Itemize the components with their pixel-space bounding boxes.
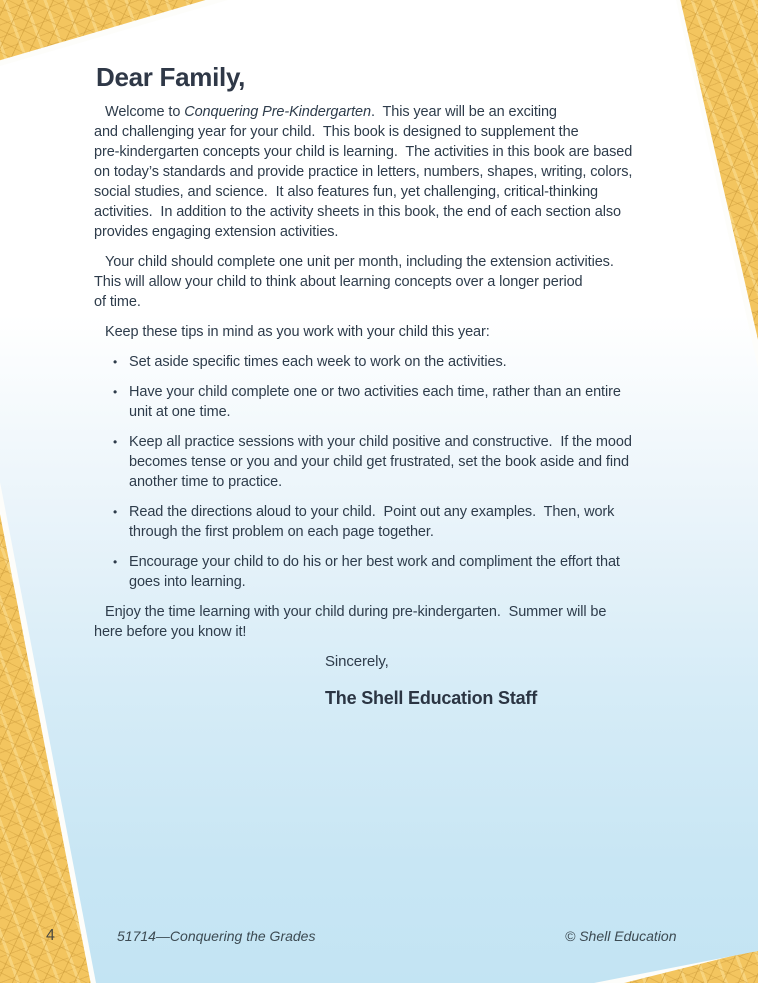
bullet-icon: • xyxy=(113,355,118,369)
text-line xyxy=(94,102,694,122)
text-line: goes into learning. xyxy=(129,574,246,590)
text-line: This will allow your child to think about learning concepts over a longer period xyxy=(94,274,583,290)
letter-title: Dear Family, xyxy=(96,62,246,92)
paragraph-tips-intro xyxy=(94,322,694,342)
text-line: Encourage your child to do his or her best work and compliment the effort that xyxy=(129,554,620,570)
tip-text xyxy=(129,502,614,542)
tip-text xyxy=(129,552,620,592)
text-line: of time. xyxy=(94,294,141,310)
text-line: Set aside specific times each week to work on the activities. xyxy=(129,354,507,370)
bullet-icon: • xyxy=(113,385,118,399)
text-line: on today’s standards and provide practice in letters, numbers, shapes, writing, colors, xyxy=(94,164,633,180)
tip-item xyxy=(113,382,694,422)
welcome-text-post: . This year will be an exciting xyxy=(370,104,557,120)
paragraph-welcome-lines xyxy=(94,122,694,242)
text-line: Keep these tips in mind as you work with your child this year: xyxy=(105,324,490,340)
text-line: and challenging year for your child. This book is designed to supplement the xyxy=(94,124,579,140)
tip-item xyxy=(113,432,694,492)
text-line: another time to practice. xyxy=(129,474,283,490)
tip-item xyxy=(113,552,694,592)
tip-text xyxy=(129,352,507,372)
page-number: 4 xyxy=(46,927,55,944)
footer-publisher: © Shell Education xyxy=(565,928,677,944)
paragraph-closing-lines xyxy=(94,622,694,642)
text-line: Have your child complete one or two activities each time, rather than an entire xyxy=(129,384,621,400)
tip-text xyxy=(129,382,621,422)
tip-item xyxy=(113,502,694,542)
text-line: becomes tense or you and your child get frustrated, set the book aside and find xyxy=(129,454,629,470)
text-line: Enjoy the time learning with your child during pre-kindergarten. Summer will be xyxy=(105,604,607,620)
text-line: Keep all practice sessions with your child positive and constructive. If the mood xyxy=(129,434,632,450)
text-line: unit at one time. xyxy=(129,404,231,420)
signature-name: The Shell Education Staff xyxy=(325,688,538,708)
tips-list xyxy=(94,352,694,592)
signature-block xyxy=(94,652,694,708)
text-line: pre-kindergarten concepts your child is learning. The activities in this book are based xyxy=(94,144,633,160)
text-line: social studies, and science. It also features fun, yet challenging, critical-thinking xyxy=(94,184,599,200)
tip-item xyxy=(113,352,694,372)
book-title-italic: Conquering Pre-Kindergarten xyxy=(184,104,371,120)
tip-text xyxy=(129,432,632,492)
text-line: Your child should complete one unit per month, including the extension activities. xyxy=(105,254,614,270)
bullet-icon: • xyxy=(113,435,118,449)
footer-book-title: 51714—Conquering the Grades xyxy=(117,928,316,944)
sincerely-text: Sincerely, xyxy=(325,653,389,670)
paragraph-pacing xyxy=(94,252,694,312)
text-line: provides engaging extension activities. xyxy=(94,224,339,240)
text-line: through the first problem on each page together. xyxy=(129,524,434,540)
bullet-icon: • xyxy=(113,555,118,569)
paragraph-welcome xyxy=(94,102,694,242)
text-line: Read the directions aloud to your child. Point out any examples. Then, work xyxy=(129,504,615,520)
letter-content xyxy=(94,58,694,708)
bullet-icon: • xyxy=(113,505,118,519)
welcome-text-pre: Welcome to xyxy=(105,104,185,120)
paragraph-closing xyxy=(94,602,694,642)
text-line: here before you know it! xyxy=(94,624,247,640)
text-line: activities. In addition to the activity sheets in this book, the end of each section also xyxy=(94,204,622,220)
paragraph-pacing-lines xyxy=(94,272,694,312)
